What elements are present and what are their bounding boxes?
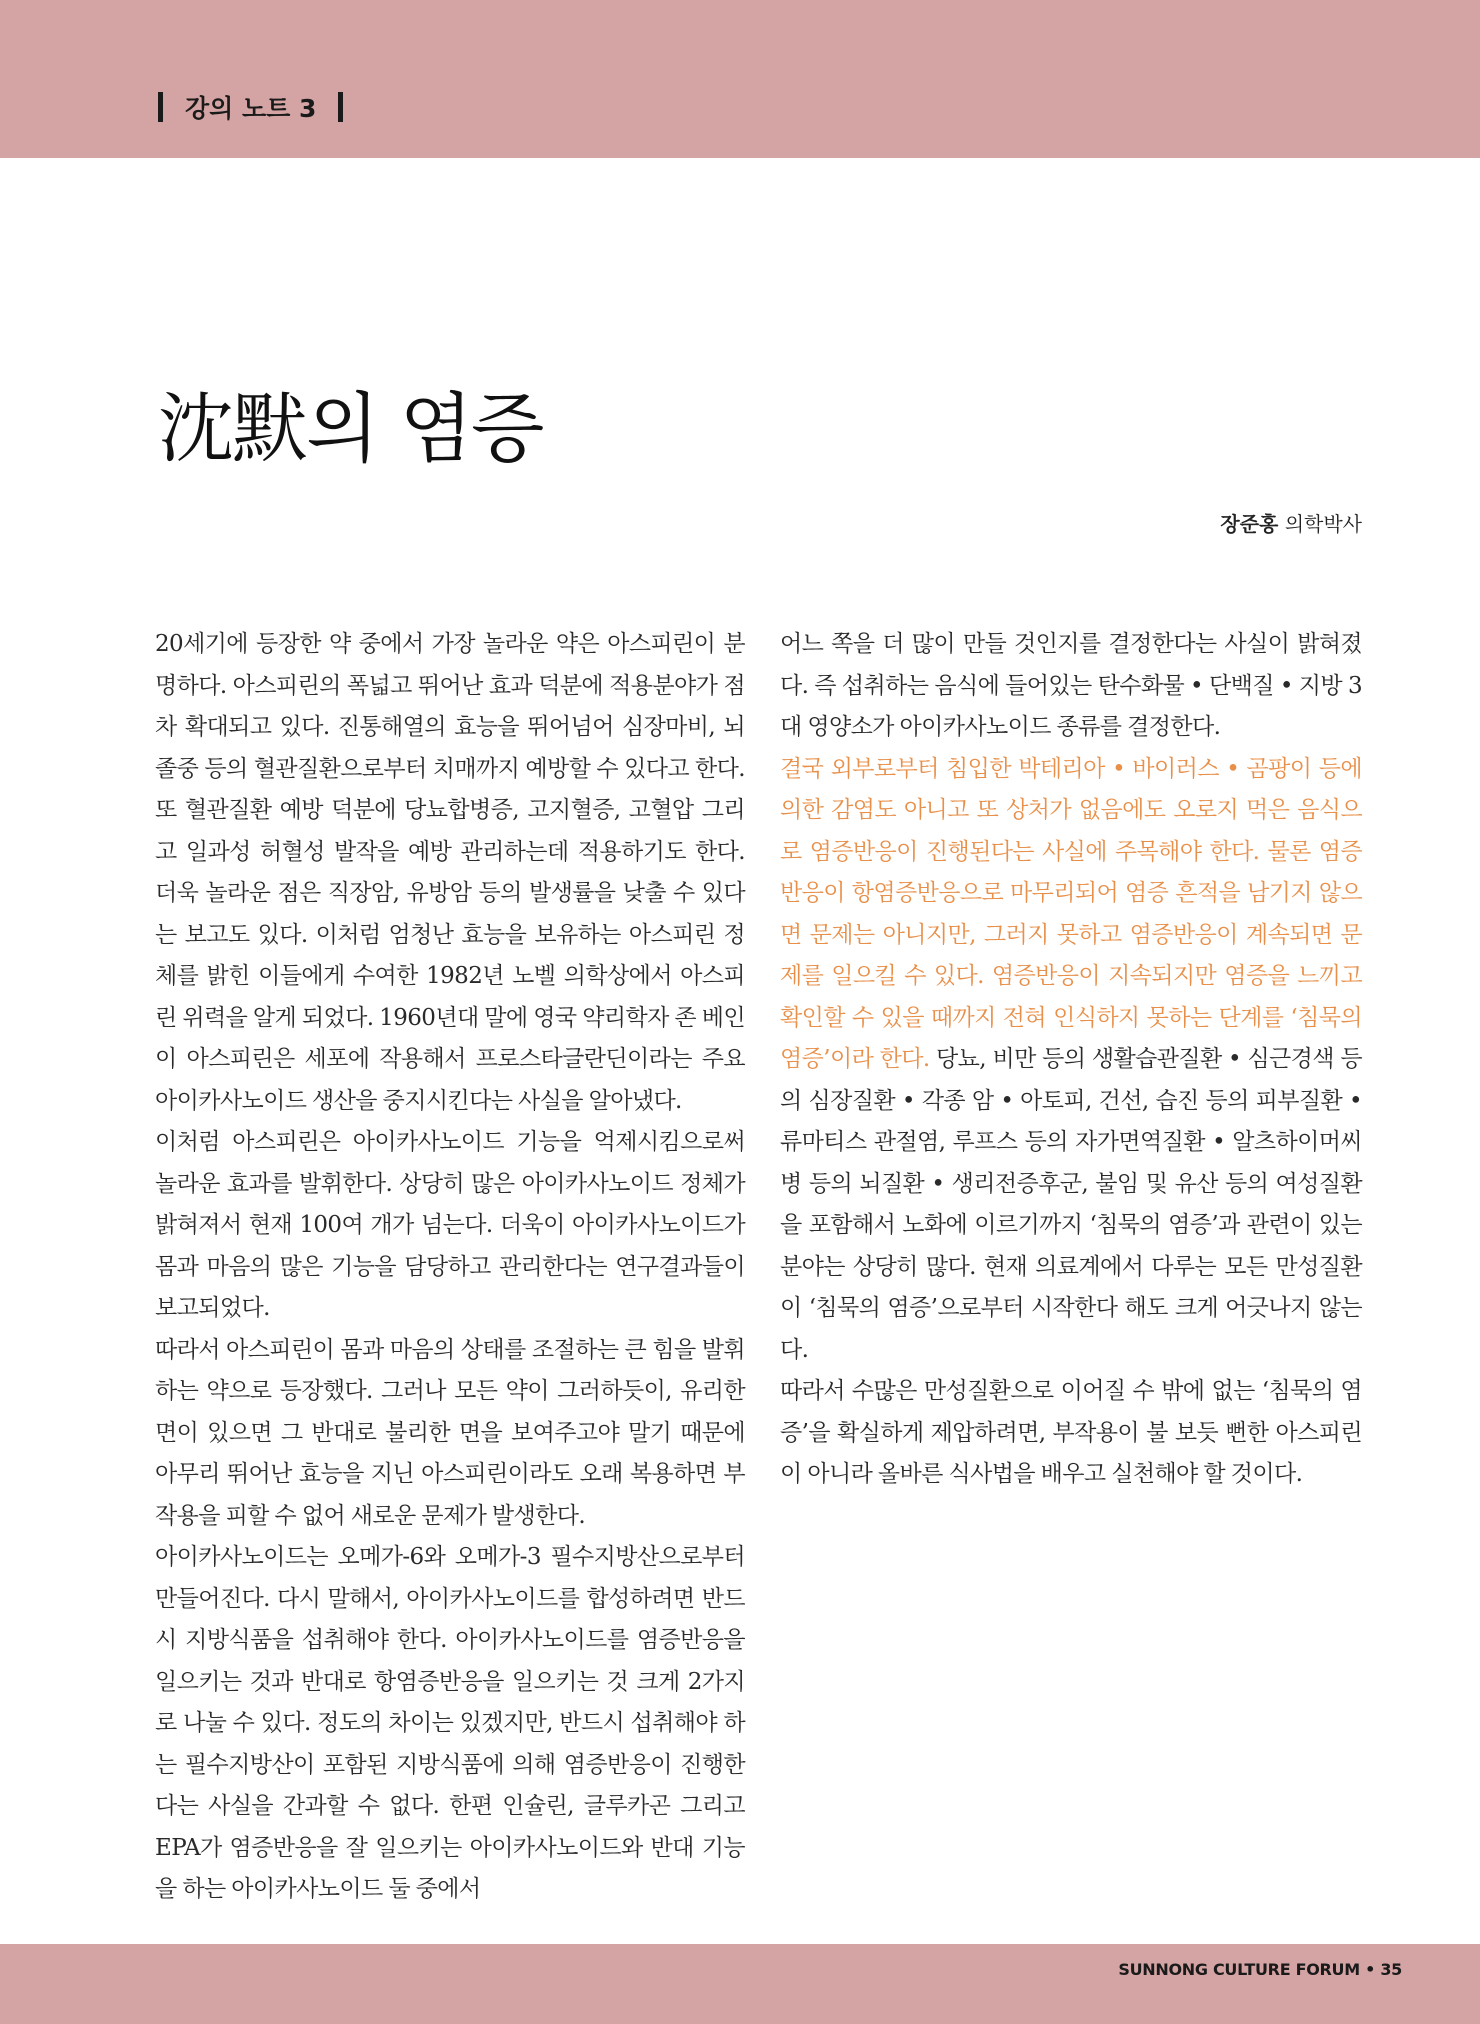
paragraph: 이처럼 아스피린은 아이카사노이드 기능을 억제시킴으로써 놀라운 효과를 발휘한다. 상당히 많은 아이카사노이드 정체가 밝혀져서 현재 100여 개가 넘는다. 더욱이 아이카사노이드가 몸과 마음의 많은 기능을 담당하고 관리한다는 연구결과들이 보고되었다. [155,1129,745,1321]
section-label-text: 강의 노트 3 [185,94,317,123]
paragraph: 아이카사노이드는 오메가-6와 오메가-3 필수지방산으로부터 만들어진다. 다시 말해서, 아이카사노이드를 합성하려면 반드시 지방식품을 섭취해야 한다. 아이카사노이드를 염증반응을 일으키는 것과 반대로 항염증반응을 일으키는 것 크게 2가지로 나눌 수 있다. 정도의 차이는 있겠지만, 반드시 섭취해야 하는 필수지방산이 포함된 지방식품에 의해 염증반응이 진행한다는 사실을 간과할 수 없다. 한편 인슐린, 글루카곤 그리고 EPA가 염증반응을 잘 일으키는 아이카사노이드와 반대 기능을 하는 아이카사노이드 둘 중에서 [155,1544,745,1902]
author-title: 의학박사 [1284,512,1362,536]
paragraph-highlighted [780,749,1362,1372]
byline [1220,508,1362,537]
paragraph: 따라서 수많은 만성질환으로 이어질 수 밖에 없는 ‘침묵의 염증’을 확실하게 제압하려면, 부작용이 불 보듯 뻔한 아스피린이 아니라 올바른 식사법을 배우고 실천해야 할 것이다. [780,1378,1362,1487]
paragraph-text: 당뇨, 비만 등의 생활습관질환 • 심근경색 등의 심장질환 • 각종 암 • 아토피, 건선, 습진 등의 피부질환 • 류마티스 관절염, 루프스 등의 자가면역질환 • 알츠하이머씨병 등의 뇌질환 • 생리전증후군, 불임 및 유산 등의 여성질환을 포함해서 노화에 이르기까지 ‘침묵의 염증’과 관련이 있는 분야는 상당히 많다. 현재 의료계에서 다루는 모든 만성질환이 ‘침묵의 염증’으로부터 시작한다 해도 크게 어긋나지 않는다. [780,1046,1362,1363]
label-bar-left [158,92,163,122]
section-label [158,90,343,124]
footer-text: SUNNONG CULTURE FORUM • 35 [1118,1960,1402,1979]
paragraph: 따라서 아스피린이 몸과 마음의 상태를 조절하는 큰 힘을 발휘하는 약으로 등장했다. 그러나 모든 약이 그러하듯이, 유리한 면이 있으면 그 반대로 불리한 면을 보여주고야 말기 때문에 아무리 뛰어난 효능을 지닌 아스피린이라도 오래 복용하면 부작용을 피할 수 없어 새로운 문제가 발생한다. [155,1336,745,1529]
header-band [0,0,1480,158]
highlight-text: 결국 외부로부터 침입한 박테리아 • 바이러스 • 곰팡이 등에 의한 감염도 아니고 또 상처가 없음에도 오로지 먹은 음식으로 염증반응이 진행된다는 사실에 주목해야 한다. 물론 염증반응이 항염증반응으로 마무리되어 염증 흔적을 남기지 않으면 문제는 아니지만, 그러지 못하고 염증반응이 계속되면 문제를 일으킬 수 있다. 염증반응이 지속되지만 염증을 느끼고 확인할 수 있을 때까지 전혀 인식하지 못하는 단계를 ‘침묵의 염증’이라 한다. [780,755,1362,1072]
paragraph: 어느 쪽을 더 많이 만들 것인지를 결정한다는 사실이 밝혀졌다. 즉 섭취하는 음식에 들어있는 탄수화물 • 단백질 • 지방 3대 영양소가 아이카사노이드 종류를 결정한다. [780,631,1362,740]
footer-band [0,1944,1480,2024]
article-title: 沈默의 염증 [158,384,543,473]
right-column [780,624,1362,1496]
author-name: 장준홍 [1220,512,1279,536]
label-bar-right [338,92,343,122]
left-column [155,624,745,1911]
paragraph: 20세기에 등장한 약 중에서 가장 놀라운 약은 아스피린이 분명하다. 아스피린의 폭넓고 뛰어난 효과 덕분에 적용분야가 점차 확대되고 있다. 진통해열의 효능을 뛰어넘어 심장마비, 뇌졸중 등의 혈관질환으로부터 치매까지 예방할 수 있다고 한다. 또 혈관질환 예방 덕분에 당뇨합병증, 고지혈증, 고혈압 그리고 일과성 허혈성 발작을 예방 관리하는데 적용하기도 한다. 더욱 놀라운 점은 직장암, 유방암 등의 발생률을 낮출 수 있다는 보고도 있다. 이처럼 엄청난 효능을 보유하는 아스피린 정체를 밝힌 이들에게 수여한 1982년 노벨 의학상에서 아스피린 위력을 알게 되었다. 1960년대 말에 영국 약리학자 존 베인이 아스피린은 세포에 작용해서 프로스타글란딘이라는 주요 아이카사노이드 생산을 중지시킨다는 사실을 알아냈다. [155,631,745,1114]
